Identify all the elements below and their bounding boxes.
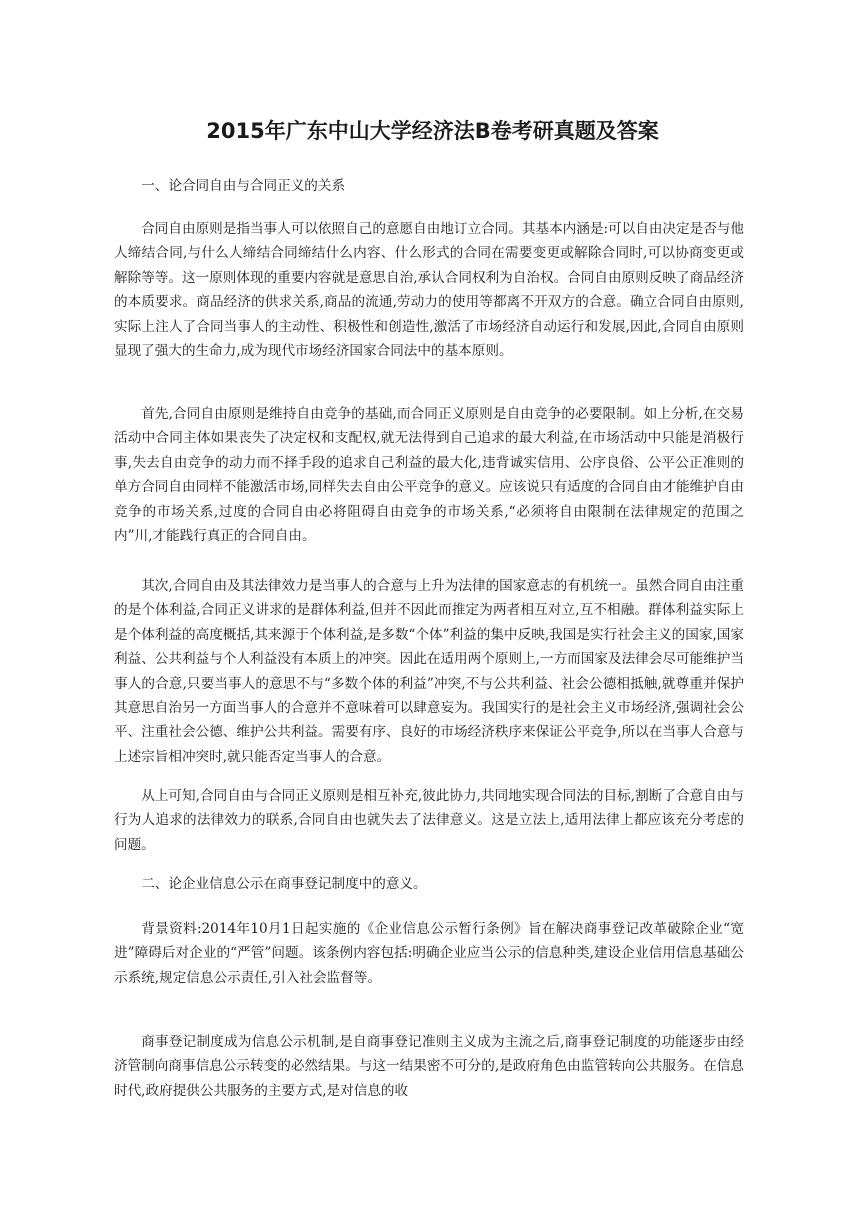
paragraph-block — [114, 1030, 744, 1103]
section-1-heading-block — [114, 174, 744, 198]
section-2-heading-block — [114, 872, 744, 896]
paragraph-block — [114, 402, 744, 548]
paragraph: 背景资料:2014年10月1日起实施的《企业信息公示暂行条例》旨在解决商事登记改革破除企业“宽进”障碍后对企业的“严管”问题。该条例内容包括:明确企业应当公示的信息种类,建设企业信用信息基础公示系统,规定信息公示责任,引入社会监督等。 — [114, 921, 744, 986]
paragraph: 商事登记制度成为信息公示机制,是自商事登记准则主义成为主流之后,商事登记制度的功能逐步由经济管制向商事信息公示转变的必然结果。与这一结果密不可分的,是政府角色由监管转向公共服务。在信息时代,政府提供公共服务的主要方式,是对信息的收 — [114, 1034, 744, 1099]
paragraph: 其次,合同自由及其法律效力是当事人的合意与上升为法律的国家意志的有机统一。虽然合同自由注重的是个体利益,合同正义讲求的是群体利益,但并不因此而推定为两者相互对立,互不相融。群体利益实际上是个体利益的高度概括,其来源于个体利益,是多数“个体”利益的集中反映,我国是实行社会主义的国家,国家利益、公共利益与个人利益没有本质上的冲突。因此在适用两个原则上,一方而国家及法律会尽可能维护当事人的合意,只要当事人的意思不与“多数个体的利益”冲突,不与公共利益、社会公德相抵触,就尊重并保护其意思自治另一方面当事人的合意并不意味着可以肆意妄为。我国实行的是社会主义市场经济,强调社会公平、注重社会公德、维护公共利益。需要有序、良好的市场经济秩序来保证公平竞争,所以在当事人合意与上述宗旨相冲突时,就只能否定当事人的合意。 — [114, 578, 744, 765]
paragraph-block — [114, 217, 744, 363]
paragraph-block — [114, 917, 744, 990]
section-2-heading: 二、论企业信息公示在商事登记制度中的意义。 — [141, 876, 427, 892]
paragraph-block — [114, 784, 744, 857]
paragraph: 从上可知,合同自由与合同正义原则是相互补充,彼此协力,共同地实现合同法的目标,割断了合意自由与行为人追求的法律效力的联系,合同自由也就失去了法律意义。这是立法上,适用法律上都应该充分考虑的问题。 — [114, 788, 744, 853]
paragraph: 首先,合同自由原则是维持自由竞争的基础,而合同正义原则是自由竞争的必要限制。如上分析,在交易活动中合同主体如果丧失了决定权和支配权,就无法得到自己追求的最大利益,在市场活动中只能是消极行事,失去自由竞争的动力而不择手段的追求自己利益的最大化,违背诚实信用、公序良俗、公平公正准则的单方合同自由同样不能激活市场,同样失去自由公平竞争的意义。应该说只有适度的合同自由才能维护自由竞争的市场关系,过度的合同自由必将阻碍自由竞争的市场关系,“必须将自由限制在法律规定的范围之内”川,才能践行真正的合同自由。 — [114, 406, 744, 545]
paragraph: 合同自由原则是指当事人可以依照自己的意愿自由地订立合同。其基本内涵是:可以自由决定是否与他人缔结合同,与什么人缔结合同缔结什么内容、什么形式的合同在需要变更或解除合同时,可以协商变更或解除等等。这一原则体现的重要内容就是意思自治,承认合同权利为自治权。合同自由原则反映了商品经济的本质要求。商品经济的供求关系,商品的流通,劳动力的使用等都离不开双方的合意。确立合同自由原则,实际上注人了合同当事人的主动性、积极性和创造性,激活了市场经济自动运行和发展,因此,合同自由原则显现了强大的生命力,成为现代市场经济国家合同法中的基本原则。 — [114, 221, 744, 360]
section-1-heading: 一、论合同自由与合同正义的关系 — [141, 178, 346, 194]
document-title: 2015年广东中山大学经济法B卷考研真题及答案 — [206, 119, 659, 143]
paragraph-block — [114, 574, 744, 769]
